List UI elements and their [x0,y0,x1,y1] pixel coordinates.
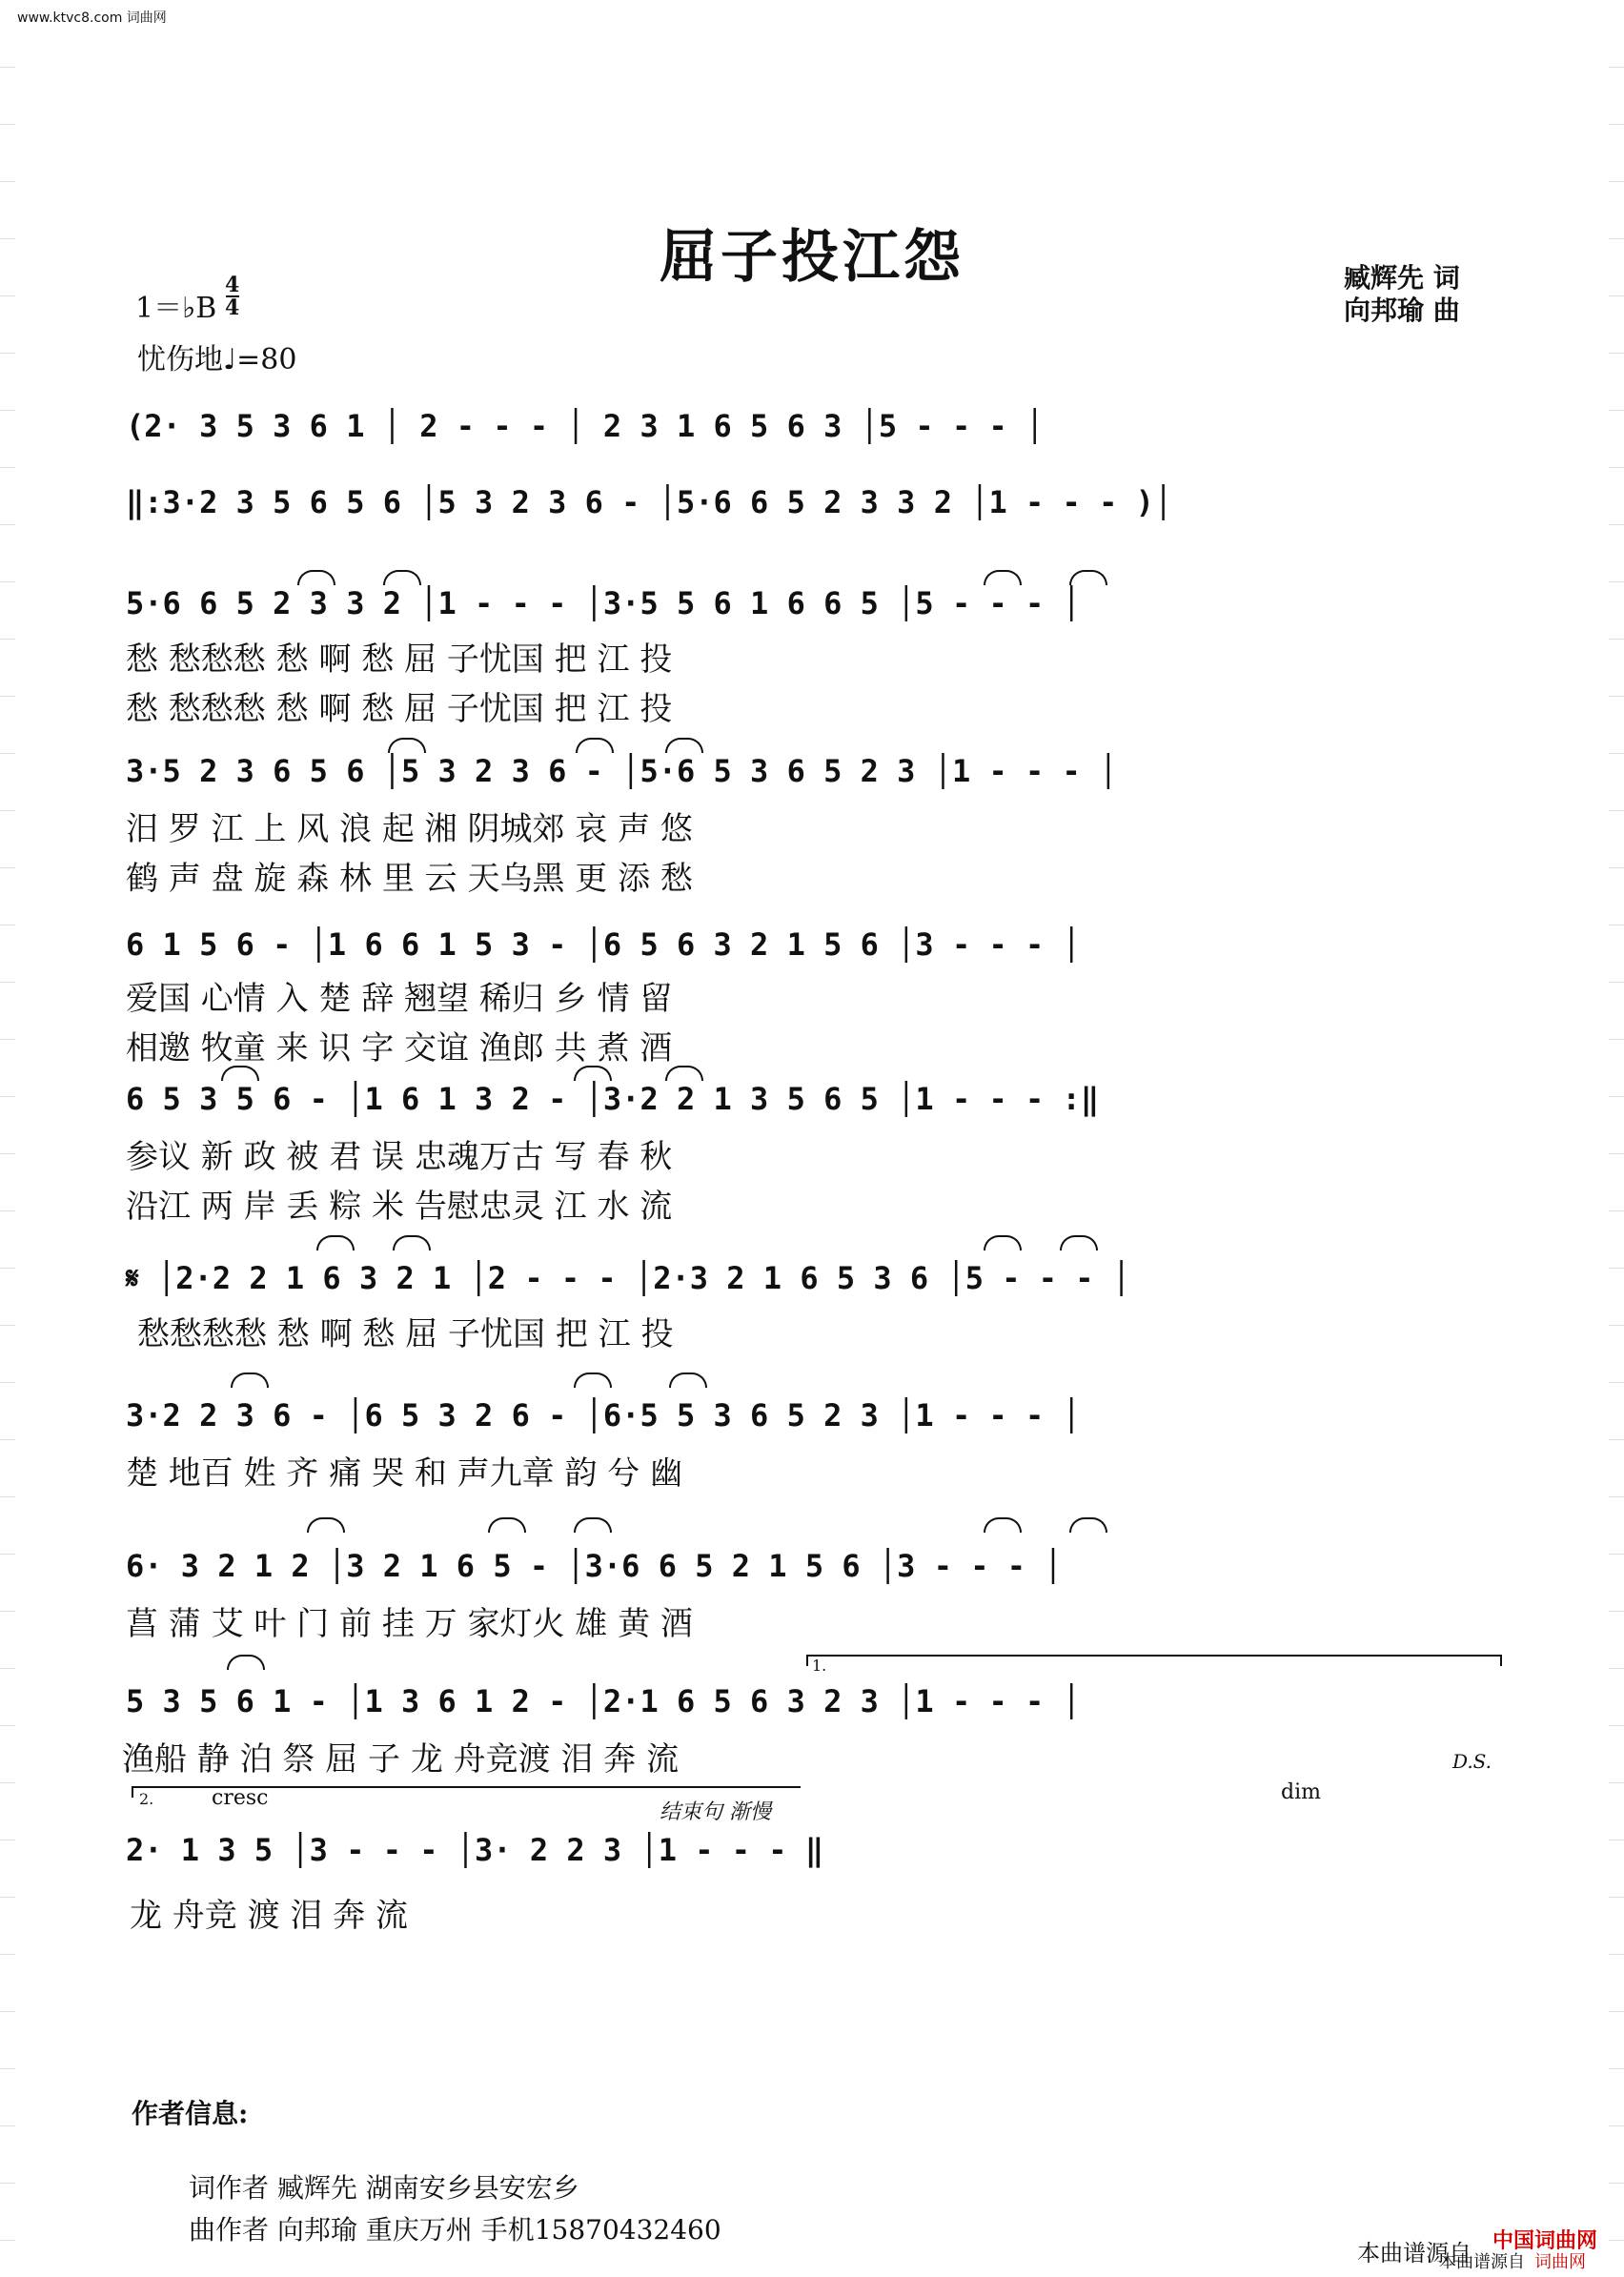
notes-line: (2· 3 5 3 6 1 │ 2 - - - │ 2 3 1 6 5 6 3 │5 - - - │ [126,408,1045,444]
source-label: 本曲谱源自 [1357,2240,1472,2267]
composer-info: 曲作者 向邦瑜 重庆万州 手机15870432460 [189,2214,721,2246]
notes-line: 3·2 2 3 6 - │6 5 3 2 6 - │6·5 5 3 6 5 2 3 │1 - - - │ [126,1397,1081,1433]
slur [984,570,1022,585]
source-label-small: 本曲谱源自 [1439,2252,1525,2272]
lyric-line-1: 愁愁愁愁 愁 啊 愁 屈 子忧国 把 江 投 [137,1315,674,1353]
notes-line: 5 3 5 6 1 - │1 3 6 1 2 - │2·1 6 5 6 3 2 3 │1 - - - │ [126,1683,1081,1719]
volta-2-label: 2. [139,1790,154,1808]
slur [1069,1517,1107,1533]
ending-note: 结束句 渐慢 [660,1800,771,1824]
slur [488,1517,526,1533]
lyric-line-1: 龙 舟竞 渡 泪 奔 流 [130,1897,409,1935]
composer-credit: 向邦瑜 曲 [1344,295,1460,326]
slur [227,1655,265,1670]
notes-line: 𝄋 │2·2 2 1 6 3 2 1 │2 - - - │2·3 2 1 6 5 3 6 │5 - - - │ [126,1260,1131,1296]
slur [984,1517,1022,1533]
lyric-line-1: 愁 愁愁愁 愁 啊 愁 屈 子忧国 把 江 投 [126,640,673,679]
lyric-line-2: 愁 愁愁愁 愁 啊 愁 屈 子忧国 把 江 投 [126,690,673,728]
cresc-marking: cresc [212,1786,269,1810]
notes-line: 5·6 6 5 2 3 3 2 │1 - - - │3·5 5 6 1 6 6 5 │5 - - - │ [126,585,1081,621]
right-watermark-strip [1609,38,1624,2259]
slur [574,1517,612,1533]
author-info-heading: 作者信息: [132,2098,249,2129]
notes-line: ‖:3·2 3 5 6 5 6 │5 3 2 3 6 - │5·6 6 5 2 3 3 2 │1 - - - )│ [126,484,1173,520]
lyric-line-1: 楚 地百 姓 齐 痛 哭 和 声九章 韵 兮 幽 [126,1454,683,1493]
slur [383,570,421,585]
site-logo-sub: 词曲网 [1534,2252,1586,2272]
slur [297,570,335,585]
slur [388,738,426,753]
site-logo[interactable]: 中国词曲网 [1492,2229,1597,2253]
slur [574,1066,612,1081]
time-signature [225,274,239,318]
notes-line: 3·5 2 3 6 5 6 │5 3 2 3 6 - │5·6 5 3 6 5 2 3 │1 - - - │ [126,753,1118,789]
notes-line: 6· 3 2 1 2 │3 2 1 6 5 - │3·6 6 5 2 1 5 6 │3 - - - │ [126,1548,1063,1584]
slur [1060,1235,1098,1250]
slur [665,738,703,753]
time-sig-top: 4 [225,273,240,297]
score-system-3 [126,570,1498,742]
volta-bracket-1 [806,1655,1502,1666]
lyric-line-1: 渔船 静 泊 祭 屈 子 龙 舟竞渡 泪 奔 流 [122,1740,680,1779]
lyric-line-2: 相邀 牧童 来 识 字 交谊 渔郎 共 煮 酒 [126,1029,673,1067]
lyric-line-2: 沿江 两 岸 丢 粽 米 告慰忠灵 江 水 流 [126,1188,673,1226]
slur [307,1517,345,1533]
lyric-line-1: 爱国 心情 入 楚 辞 翘望 稀归 乡 情 留 [126,980,673,1018]
site-header[interactable]: www.ktvc8.com 词曲网 [17,10,167,26]
slur [574,1372,612,1388]
ds-marking: D.S. [1452,1750,1492,1773]
lyric-line-2: 鹤 声 盘 旋 森 林 里 云 天乌黑 更 添 愁 [126,860,693,898]
notes-line: 6 5 3 5 6 - │1 6 1 3 2 - │3·2 2 1 3 5 6 5 │1 - - - :‖ [126,1081,1100,1117]
lyricist-info: 词作者 臧辉先 湖南安乡县安宏乡 [189,2172,579,2204]
key-signature: 1＝♭B [135,292,217,325]
lyric-line-1: 菖 蒲 艾 叶 门 前 挂 万 家灯火 雄 黄 酒 [126,1605,693,1643]
lyric-line-1: 汨 罗 江 上 风 浪 起 湘 阴城郊 哀 声 悠 [126,810,693,848]
slur [665,1066,703,1081]
notes-line: 2· 1 3 5 │3 - - - │3· 2 2 3 │1 - - - ‖ [126,1832,824,1868]
slur [393,1235,431,1250]
score-system-5 [126,913,1498,1066]
slur [984,1235,1022,1250]
slur [669,1372,707,1388]
slur [1069,570,1107,585]
time-sig-bottom: 4 [225,295,240,320]
notes-line: 6 1 5 6 - │1 6 6 1 5 3 - │6 5 6 3 2 1 5 6 │3 - - - │ [126,926,1081,963]
page-title: 屈子投江怨 [660,224,964,291]
score-system-6 [126,1066,1498,1228]
score-system-9 [126,1517,1498,1641]
volta-1-label: 1. [812,1657,827,1675]
slur [316,1235,355,1250]
tempo-marking: 忧伤地♩=80 [137,343,297,376]
score-system-11 [126,1780,1498,1935]
slur [576,738,614,753]
score-system-4 [126,738,1498,900]
score-system-1 [126,400,1498,457]
score-system-8 [126,1372,1498,1496]
score-system-10 [122,1655,1498,1779]
lyric-line-1: 参议 新 政 被 君 误 忠魂万古 写 春 秋 [126,1138,673,1176]
score-system-2 [126,477,1498,534]
slur [231,1372,269,1388]
lyricist-credit: 臧辉先 词 [1344,262,1460,294]
score-system-7 [126,1235,1498,1359]
slur [221,1066,259,1081]
left-watermark-strip [0,38,15,2259]
dim-marking: dim [1281,1780,1321,1804]
